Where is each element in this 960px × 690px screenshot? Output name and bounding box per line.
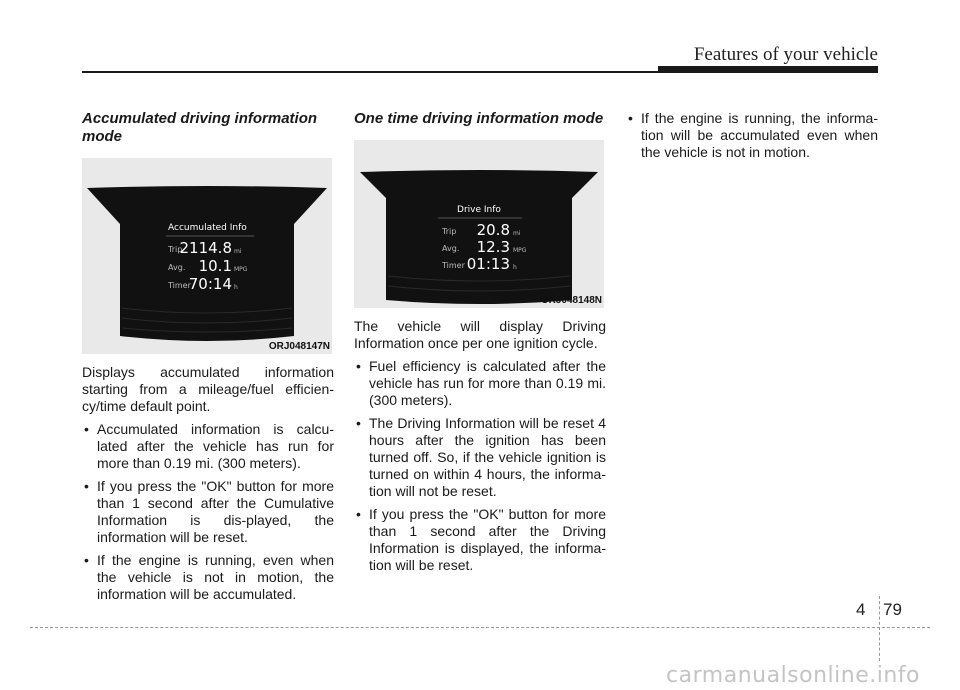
row-unit: h xyxy=(513,264,517,271)
header-title: Features of your vehicle xyxy=(693,44,878,65)
row-label: Trip xyxy=(168,245,183,254)
list-item xyxy=(82,552,334,603)
row-value: 10.1 xyxy=(198,257,232,275)
screen-title: Accumulated Info xyxy=(168,223,247,233)
row-value: 01:13 xyxy=(466,255,510,273)
chapter-number: 4 xyxy=(856,600,866,619)
bullet-icon: • xyxy=(356,415,361,431)
list-item-text: Fuel efficiency is calculated after the vehicle has run for more than 0.19 mi. (300 meters). xyxy=(369,358,606,408)
screen-title: Drive Info xyxy=(457,205,501,215)
figure-caption: ORJ048147N xyxy=(268,341,330,352)
list-item-text: If you press the "OK" button for more than 1 second after the Cumulative Information is dis-played, the information will be reset. xyxy=(97,478,334,545)
section-heading: One time driving information mode xyxy=(354,110,604,127)
row-unit: h xyxy=(234,284,238,291)
column-accumulated xyxy=(82,110,334,609)
bullet-list xyxy=(82,421,334,603)
bullet-list xyxy=(354,358,606,574)
list-item-text: If you press the "OK" button for more than 1 second after the Driving Information is displayed, the informa-tion will be reset. xyxy=(369,506,606,573)
list-item-text: If the engine is running, even when the vehicle is not in motion, the information will be accumulated. xyxy=(97,552,334,602)
row-value: 20.8 xyxy=(476,221,510,239)
watermark: carmanualsonline.info xyxy=(666,663,920,688)
list-item xyxy=(82,478,334,546)
bullet-icon: • xyxy=(356,358,361,374)
row-unit: MPG xyxy=(234,266,248,273)
cluster-display-accumulated xyxy=(82,158,332,354)
row-label: Timer xyxy=(168,281,191,290)
list-item xyxy=(626,110,878,161)
row-unit: mi xyxy=(234,248,242,255)
row-label: Trip xyxy=(442,227,457,236)
bullet-icon: • xyxy=(628,110,633,126)
bullet-list xyxy=(626,110,878,161)
footer-divider xyxy=(879,596,880,661)
intro-text: Displays accumulated information starting from a mileage/fuel efficien-cy/time default point. xyxy=(82,364,334,414)
row-value: 12.3 xyxy=(476,238,510,256)
list-item xyxy=(354,506,606,574)
bullet-icon: • xyxy=(84,478,89,494)
row-unit: MPG xyxy=(513,247,527,254)
row-value: 70:14 xyxy=(188,275,232,293)
row-label: Timer xyxy=(442,261,465,270)
list-item xyxy=(354,415,606,500)
row-unit: mi xyxy=(513,230,521,237)
cluster-figure-accumulated xyxy=(82,158,332,354)
column-one-time xyxy=(354,110,606,580)
intro-text: The vehicle will display Driving Information once per one ignition cycle. xyxy=(354,318,606,351)
footer-rule xyxy=(30,627,930,628)
row-value: 2114.8 xyxy=(179,239,232,257)
list-item-text: If the engine is running, the informa-tion will be accumulated even when the vehicle is not in motion. xyxy=(641,110,878,160)
section-heading: Accumulated driving information mode xyxy=(82,110,318,145)
header-rule-accent xyxy=(658,66,878,73)
row-label: Avg. xyxy=(442,244,460,253)
list-item-text: Accumulated information is calcu-lated after the vehicle has run for more than 0.19 mi. (300 meters). xyxy=(97,421,334,471)
column-continued xyxy=(626,110,878,167)
figure-caption: ORJ048148N xyxy=(540,295,602,306)
list-item-text: The Driving Information will be reset 4 hours after the ignition has been turned off. So, if the vehicle ignition is turned on within 4 hours, the informa-tion will not be reset. xyxy=(369,415,606,499)
bullet-icon: • xyxy=(356,506,361,522)
row-label: Avg. xyxy=(168,263,186,272)
cluster-display-drive-info xyxy=(354,140,604,308)
list-item xyxy=(82,421,334,472)
page-number: 79 xyxy=(883,600,902,619)
list-item xyxy=(354,358,606,409)
cluster-figure-drive-info xyxy=(354,140,604,308)
bullet-icon: • xyxy=(84,552,89,568)
bullet-icon: • xyxy=(84,421,89,437)
